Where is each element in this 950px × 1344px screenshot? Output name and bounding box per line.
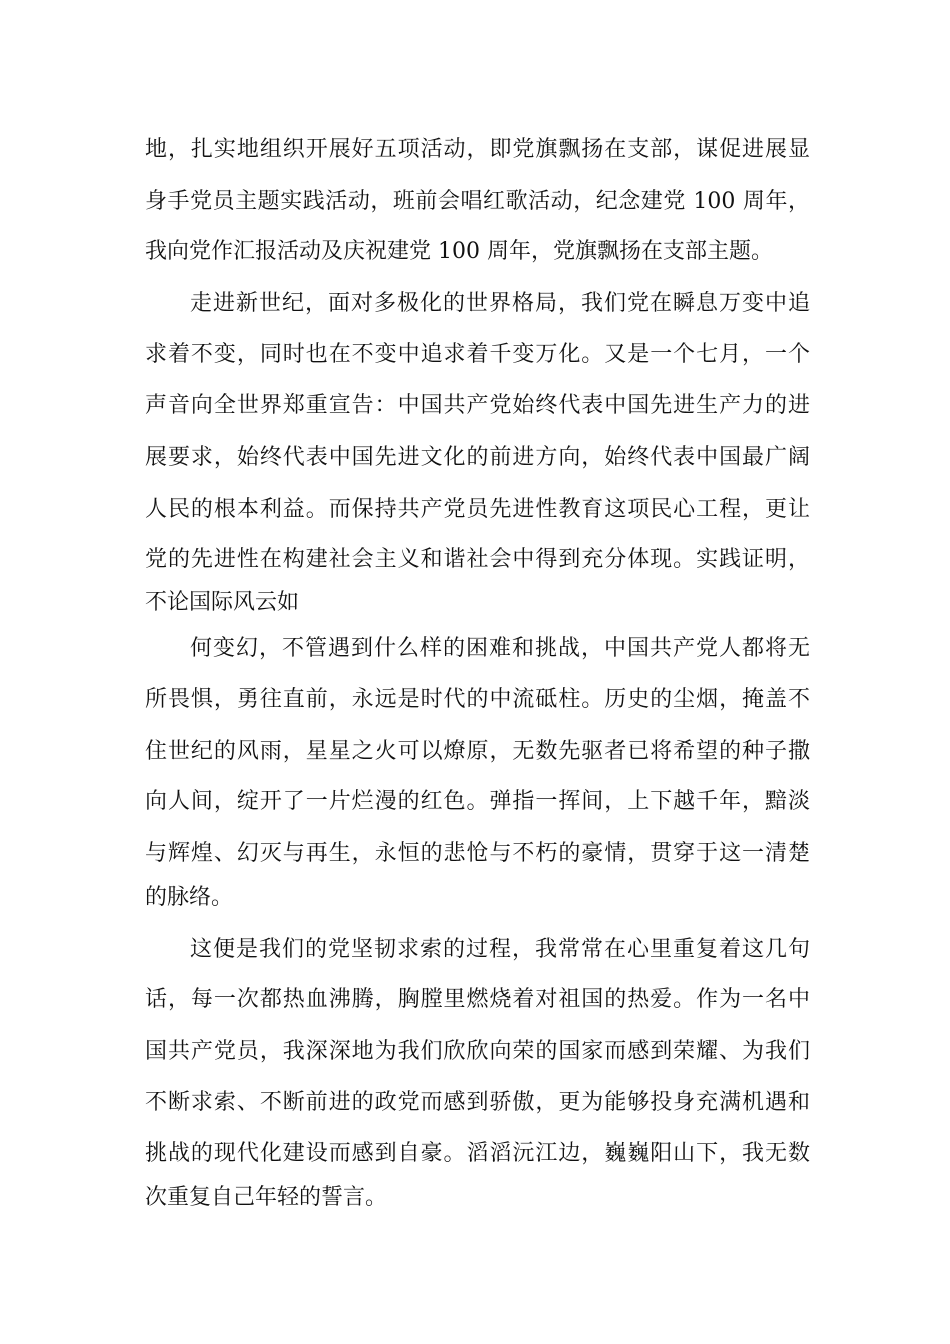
paragraph-1-line-1: 地，扎实地组织开展好五项活动，即党旗飘扬在支部，谋促进展显 <box>145 137 810 162</box>
paragraph-2-line-6: 党的先进性在构建社会主义和谐社会中得到充分体现。实践证明， <box>145 547 810 572</box>
paragraph-4-line-4: 不断求索、不断前进的政党而感到骄傲，更为能够投身充满机遇和 <box>145 1090 810 1115</box>
paragraph-4-line-6: 次重复自己年轻的誓言。 <box>145 1185 388 1210</box>
paragraph-2-line-7: 不论国际风云如 <box>145 590 300 615</box>
paragraph-3-line-1: 何变幻，不管遇到什么样的困难和挑战，中国共产党人都将无 <box>190 636 810 661</box>
paragraph-4-line-5: 挑战的现代化建设而感到自豪。滔滔沅江边，巍巍阳山下，我无数 <box>145 1141 810 1166</box>
paragraph-3-line-5: 与辉煌、幻灭与再生，永恒的悲怆与不朽的豪情，贯穿于这一清楚 <box>145 841 810 866</box>
paragraph-2-line-4: 展要求，始终代表中国先进文化的前进方向，始终代表中国最广阔 <box>145 445 810 470</box>
paragraph-3-line-2: 所畏惧，勇往直前，永远是时代的中流砥柱。历史的尘烟，掩盖不 <box>145 687 810 712</box>
paragraph-1-line-3: 我向党作汇报活动及庆祝建党 100 周年，党旗飘扬在支部主题。 <box>145 239 773 264</box>
paragraph-2-line-1: 走进新世纪，面对多极化的世界格局，我们党在瞬息万变中追 <box>190 291 810 316</box>
paragraph-1-line-2: 身手党员主题实践活动，班前会唱红歌活动，纪念建党 100 周年， <box>145 189 810 214</box>
paragraph-4-line-2: 话，每一次都热血沸腾，胸膛里燃烧着对祖国的热爱。作为一名中 <box>145 987 810 1012</box>
paragraph-4-line-1: 这便是我们的党坚韧求索的过程，我常常在心里重复着这几句 <box>190 937 810 962</box>
paragraph-3-line-6: 的脉络。 <box>145 885 234 910</box>
paragraph-2-line-3: 声音向全世界郑重宣告：中国共产党始终代表中国先进生产力的进 <box>145 393 810 418</box>
paragraph-2-line-5: 人民的根本利益。而保持共产党员先进性教育这项民心工程，更让 <box>145 497 810 522</box>
paragraph-2-line-2: 求着不变，同时也在不变中追求着千变万化。又是一个七月，一个 <box>145 342 810 367</box>
paragraph-3-line-3: 住世纪的风雨，星星之火可以燎原，无数先驱者已将希望的种子撒 <box>145 739 810 764</box>
paragraph-4-line-3: 国共产党员，我深深地为我们欣欣向荣的国家而感到荣耀、为我们 <box>145 1039 810 1064</box>
paragraph-3-line-4: 向人间，绽开了一片烂漫的红色。弹指一挥间，上下越千年，黯淡 <box>145 789 810 814</box>
